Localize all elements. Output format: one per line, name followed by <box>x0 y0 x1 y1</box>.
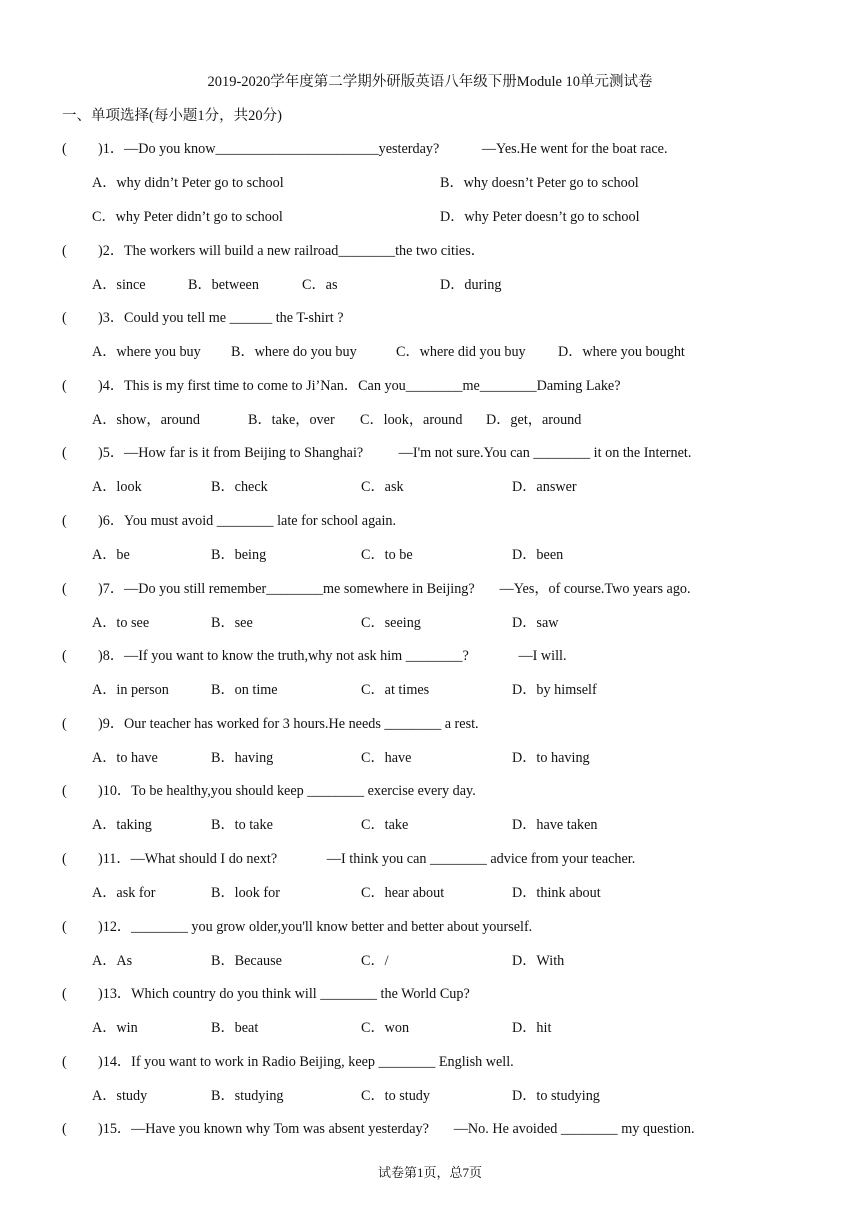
option-a: A．in person <box>92 682 169 698</box>
question-9 <box>62 713 479 733</box>
options-row <box>92 206 812 226</box>
option-b: B．on time <box>211 682 278 698</box>
question-12 <box>62 916 532 936</box>
option-a: A．study <box>92 1088 148 1104</box>
option-d: D．to having <box>512 750 590 766</box>
question-4 <box>62 375 621 395</box>
answer-bracket-close: ) <box>98 141 103 157</box>
option-b: B．being <box>211 547 267 563</box>
option-d: D．get，around <box>486 412 582 428</box>
option-c: C．/ <box>361 953 389 969</box>
option-a: A．be <box>92 547 130 563</box>
question-text: 9．Our teacher has worked for 3 hours.He needs ________ a rest. <box>102 716 479 732</box>
answer-bracket-open: ( <box>62 243 67 259</box>
answer-bracket-open: ( <box>62 310 67 326</box>
question-8 <box>62 645 567 665</box>
question-5 <box>62 442 691 462</box>
option-c: C．have <box>361 750 412 766</box>
options-row <box>92 1017 812 1037</box>
answer-bracket-close: ) <box>98 243 103 259</box>
options-row <box>92 882 812 902</box>
options-row <box>92 1085 812 1105</box>
option-b: B．see <box>211 615 253 631</box>
option-c: C．won <box>361 1020 410 1036</box>
option-b: B．studying <box>211 1088 284 1104</box>
answer-bracket-open: ( <box>62 851 67 867</box>
question-text: 10．To be healthy,you should keep ________ exercise every day. <box>102 783 476 799</box>
answer-bracket-close: ) <box>98 513 103 529</box>
question-text: 13．Which country do you think will ________ the World Cup? <box>102 986 470 1002</box>
option-d: D．why Peter doesn’t go to school <box>440 209 640 225</box>
question-text: 7．—Do you still remember________me somewhere in Beijing? —Yes，of course.Two years ago. <box>102 581 691 597</box>
option-d: D．hit <box>512 1020 552 1036</box>
option-c: C．where did you buy <box>396 344 526 360</box>
answer-bracket-open: ( <box>62 513 67 529</box>
answer-bracket-open: ( <box>62 986 67 1002</box>
answer-bracket-close: ) <box>98 783 103 799</box>
options-row <box>92 409 812 429</box>
question-text: 11．—What should I do next? —I think you can ________ advice from your teacher. <box>102 851 636 867</box>
question-text: 4．This is my first time to come to Ji’Nan．Can you________me________Daming Lake? <box>102 378 621 394</box>
option-c: C．take <box>361 817 409 833</box>
answer-bracket-open: ( <box>62 1054 67 1070</box>
option-c: C．as <box>302 277 338 293</box>
question-14 <box>62 1051 514 1071</box>
question-11 <box>62 848 635 868</box>
option-b: B．why doesn’t Peter go to school <box>440 175 639 191</box>
answer-bracket-open: ( <box>62 1121 67 1137</box>
answer-bracket-open: ( <box>62 581 67 597</box>
question-2 <box>62 240 485 260</box>
answer-bracket-close: ) <box>98 986 103 1002</box>
options-row <box>92 679 812 699</box>
option-b: B．beat <box>211 1020 259 1036</box>
option-d: D．have taken <box>512 817 598 833</box>
answer-bracket-close: ) <box>98 445 103 461</box>
answer-bracket-close: ) <box>98 310 103 326</box>
options-row <box>92 341 812 361</box>
option-d: D．answer <box>512 479 577 495</box>
answer-bracket-close: ) <box>98 1121 103 1137</box>
option-d: D．saw <box>512 615 559 631</box>
options-row <box>92 172 812 192</box>
option-c: C．hear about <box>361 885 445 901</box>
question-text: 6．You must avoid ________ late for school again. <box>102 513 397 529</box>
option-a: A．look <box>92 479 142 495</box>
option-a: A．since <box>92 277 146 293</box>
option-b: B．Because <box>211 953 282 969</box>
answer-bracket-close: ) <box>98 851 103 867</box>
option-c: C．to study <box>361 1088 430 1104</box>
option-a: A．taking <box>92 817 152 833</box>
option-b: B．look for <box>211 885 280 901</box>
question-text: 5．—How far is it from Beijing to Shanghai? —I'm not sure.You can ________ it on the Internet. <box>102 445 692 461</box>
option-b: B．take，over <box>248 412 335 428</box>
question-7 <box>62 578 691 598</box>
answer-bracket-close: ) <box>98 378 103 394</box>
answer-bracket-open: ( <box>62 919 67 935</box>
answer-bracket-close: ) <box>98 648 103 664</box>
answer-bracket-open: ( <box>62 141 67 157</box>
option-b: B．between <box>188 277 259 293</box>
question-10 <box>62 780 476 800</box>
option-c: C．at times <box>361 682 430 698</box>
answer-bracket-open: ( <box>62 716 67 732</box>
option-a: A．show，around <box>92 412 200 428</box>
question-text: 14．If you want to work in Radio Beijing, keep ________ English well. <box>102 1054 514 1070</box>
option-a: A．to have <box>92 750 158 766</box>
option-d: D．think about <box>512 885 601 901</box>
option-c: C．ask <box>361 479 404 495</box>
answer-bracket-open: ( <box>62 783 67 799</box>
document-title: 2019-2020学年度第二学期外研版英语八年级下册Module 10单元测试卷 <box>207 74 653 90</box>
answer-bracket-close: ) <box>98 919 103 935</box>
option-c: C．look，around <box>360 412 463 428</box>
option-d: D．been <box>512 547 564 563</box>
options-row <box>92 612 812 632</box>
answer-bracket-open: ( <box>62 445 67 461</box>
question-text: 2．The workers will build a new railroad________the two cities． <box>102 243 485 259</box>
section-heading: 一、单项选择(每小题1分，共20分) <box>62 108 282 124</box>
option-b: B．having <box>211 750 274 766</box>
answer-bracket-open: ( <box>62 378 67 394</box>
options-row <box>92 950 812 970</box>
option-b: B．where do you buy <box>231 344 357 360</box>
question-text: 15．—Have you known why Tom was absent yesterday? —No. He avoided ________ my question. <box>102 1121 695 1137</box>
option-a: A．As <box>92 953 133 969</box>
answer-bracket-close: ) <box>98 1054 103 1070</box>
options-row <box>92 274 812 294</box>
question-1 <box>62 138 668 158</box>
question-text: 8．—If you want to know the truth,why not ask him ________? —I will. <box>102 648 567 664</box>
option-d: D．where you bought <box>558 344 685 360</box>
question-text: 1．—Do you know_______________________yesterday? —Yes.He went for the boat race. <box>102 141 668 157</box>
page-footer: 试卷第1页，总7页 <box>377 1165 482 1180</box>
option-a: A．where you buy <box>92 344 201 360</box>
option-c: C．to be <box>361 547 413 563</box>
question-6 <box>62 510 396 530</box>
option-b: B．to take <box>211 817 273 833</box>
option-c: C．why Peter didn’t go to school <box>92 209 283 225</box>
question-3 <box>62 307 344 327</box>
question-text: 12．________ you grow older,you'll know better and better about yourself. <box>102 919 533 935</box>
option-d: D．during <box>440 277 502 293</box>
options-row <box>92 476 812 496</box>
question-text: 3．Could you tell me ______ the T-shirt ? <box>102 310 344 326</box>
option-a: A．to see <box>92 615 150 631</box>
question-13 <box>62 983 470 1003</box>
option-a: A．ask for <box>92 885 156 901</box>
option-d: D．by himself <box>512 682 597 698</box>
option-a: A．why didn’t Peter go to school <box>92 175 284 191</box>
answer-bracket-close: ) <box>98 716 103 732</box>
option-d: D．to studying <box>512 1088 600 1104</box>
options-row <box>92 814 812 834</box>
options-row <box>92 544 812 564</box>
option-d: D．With <box>512 953 565 969</box>
option-c: C．seeing <box>361 615 421 631</box>
option-b: B．check <box>211 479 268 495</box>
answer-bracket-open: ( <box>62 648 67 664</box>
options-row <box>92 747 812 767</box>
option-a: A．win <box>92 1020 138 1036</box>
answer-bracket-close: ) <box>98 581 103 597</box>
question-15 <box>62 1118 695 1138</box>
